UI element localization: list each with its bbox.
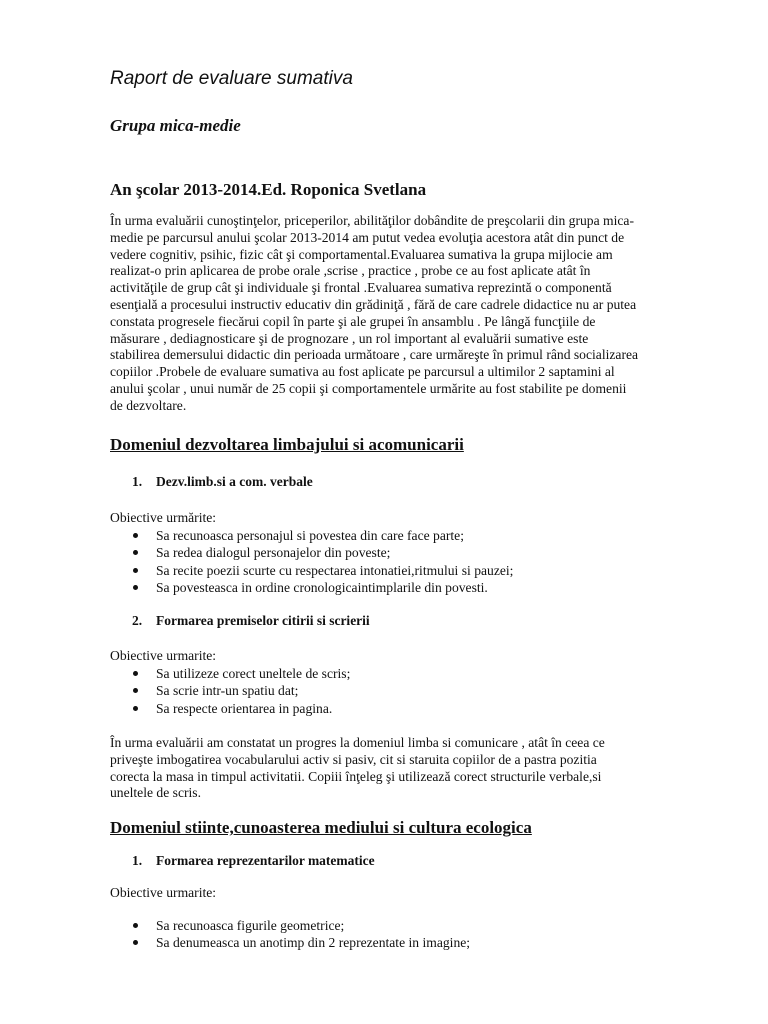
list-item: Sa denumeasca un anotimp din 2 reprezentate in imagine; [130,934,470,951]
objectives-list [130,527,513,596]
bullet-icon [133,550,138,555]
item-title: Formarea premiselor citirii si scrierii [156,613,370,628]
intro-line: anului şcolar , unui număr de 25 copii şi comportamentele urmărite au fost stabilite pe domenii [110,380,627,396]
bullet-icon [133,940,138,945]
intro-line: În urma evaluării cunoştinţelor, priceperilor, abilităţilor dobândite de preşcolarii din grupa mica- [110,213,634,228]
item-number: 1. [132,474,143,489]
domain1-heading: Domeniul dezvoltarea limbajului si acomunicarii [110,435,464,454]
intro-line: constata progresele fiecărui copil în parte şi ale grupei în ansamblu . Pe lângă funcţiile de [110,313,596,329]
list-item: Sa recite poezii scurte cu respectarea intonatiei,ritmului si pauzei; [130,562,513,579]
domain2-item1-title [132,853,375,869]
intro-line: vedere cognitiv, psihic, fizic cât şi comportamental.Evaluarea sumativa la grupa mijlocie am [110,246,613,262]
intro-paragraph [110,213,722,415]
objectives-label: Obiective urmărite: [110,510,217,525]
bullet-icon [133,533,138,538]
list-item: Sa povesteasca in ordine cronologicaintimplarile din povesti. [130,579,513,596]
conclusion-line: uneltele de scris. [110,785,201,801]
intro-line: stabilirea demersului didactic din perioada următoare , care urmăreşte în primul rând socializarea [110,347,639,363]
bullet-icon [133,671,138,676]
school-year-line: An şcolar 2013-2014.Ed. Roponica Svetlana [110,180,427,199]
list-item: Sa utilizeze corect uneltele de scris; [130,665,350,682]
conclusion-line: corecta la masa in timpul activitatii. Copiii înţeleg şi utilizează corect structurile verbale,si [110,768,602,784]
objectives-list [130,665,350,717]
list-item: Sa respecte orientarea in pagina. [130,700,350,717]
domain2-heading: Domeniul stiinte,cunoasterea mediului si cultura ecologica [110,818,532,837]
group-subtitle: Grupa mica-medie [110,116,241,135]
intro-line: realizat-o prin aplicarea de probe orale ,scrise , practice , probe ce au fost aplicate atât în [110,263,591,279]
intro-line: activităţile de grup cât şi individuale şi frontal .Evaluarea sumativa reprezintă o componentă [110,280,612,296]
item-number: 1. [132,853,143,868]
domain1-conclusion [110,735,722,802]
domain1-item1-title [132,474,313,490]
objectives-label: Obiective urmarite: [110,648,217,663]
item-title: Formarea reprezentarilor matematice [156,853,375,868]
intro-line: de dezvoltare. [110,397,187,413]
item-number: 2. [132,613,143,628]
conclusion-line: priveşte imbogatirea vocabularului activ si pasiv, cit si staruita copiilor de a pastra pozitia [110,751,597,767]
bullet-icon [133,706,138,711]
list-item: Sa recunoasca personajul si povestea din care face parte; [130,527,513,544]
objectives-list [130,917,470,952]
report-title: Raport de evaluare sumativa [110,68,353,89]
list-item: Sa recunoasca figurile geometrice; [130,917,470,934]
intro-line: esenţială a procesului instructiv educativ din grădiniţă , fără de care cadrele didactice nu ar putea [110,296,637,312]
bullet-icon [133,585,138,590]
bullet-icon [133,688,138,693]
intro-line: copiilor .Probele de evaluare sumativa au fost aplicate pe parcursul a ultimilor 2 saptamini al [110,364,615,380]
list-item: Sa scrie intr-un spatiu dat; [130,682,350,699]
objectives-label: Obiective urmarite: [110,885,217,900]
domain1-item2-title [132,613,370,629]
bullet-icon [133,923,138,928]
item-title: Dezv.limb.si a com. verbale [156,474,313,489]
intro-line: medie pe parcursul anului şcolar 2013-2014 am putut vedea evoluţia acestora atât din punct de [110,229,625,245]
bullet-icon [133,568,138,573]
conclusion-line: În urma evaluării am constatat un progres la domeniul limba si comunicare , atât în ceea ce [110,735,605,750]
list-item: Sa redea dialogul personajelor din poveste; [130,544,513,561]
intro-line: măsurare , dediagnosticare şi de prognozare , un rol important al evaluării sumative este [110,330,589,346]
